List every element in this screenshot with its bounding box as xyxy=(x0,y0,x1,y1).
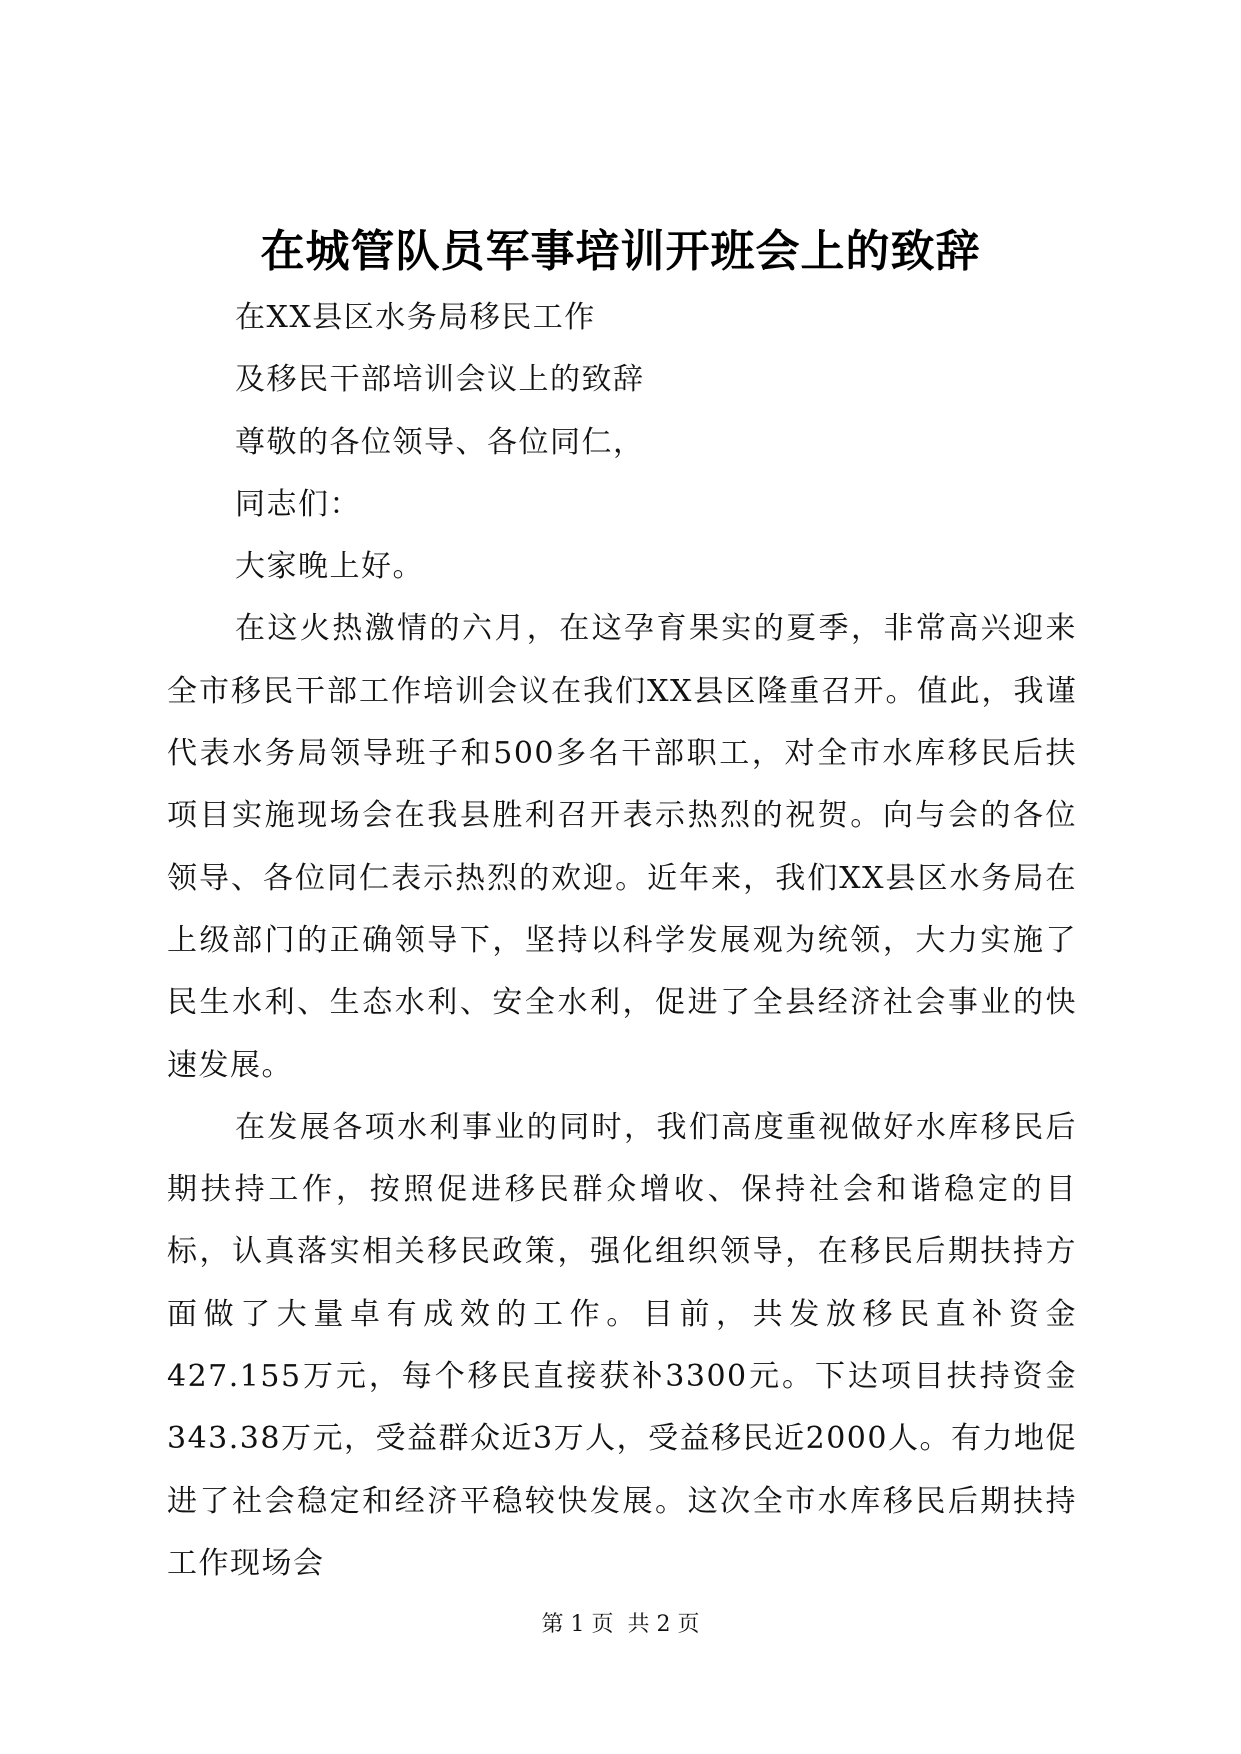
document-body xyxy=(167,287,1077,1595)
paragraph-greeting: 大家晚上好。 xyxy=(235,549,424,585)
paragraph-heading-line-1: 在XX县区水务局移民工作 xyxy=(235,300,596,335)
paragraph-body-1: 在这火热激情的六月，在这孕育果实的夏季，非常高兴迎来全市移民干部工作培训会议在我们XX县区隆重召开。值此，我谨代表水务局领导班子和500多名干部职工，对全市水库移民后扶项目实施现场会在我县胜利召开表示热烈的祝贺。向与会的各位领导、各位同仁表示热烈的欢迎。近年来，我们XX县区水务局在上级部门的正确领导下，坚持以科学发展观为统领，大力实施了民生水利、生态水利、安全水利，促进了全县经济社会事业的快速发展。 xyxy=(167,611,1077,1083)
paragraph-salutation: 尊敬的各位领导、各位同仁， xyxy=(235,424,645,460)
document-title: 在城管队员军事培训开班会上的致辞 xyxy=(260,226,981,277)
paragraph-salutation-comrades: 同志们： xyxy=(235,486,361,522)
paragraph-body-2: 在发展各项水利事业的同时，我们高度重视做好水库移民后期扶持工作，按照促进移民群众增收、保持社会和谐稳定的目标，认真落实相关移民政策，强化组织领导，在移民后期扶持方面做了大量卓有成效的工作。目前，共发放移民直补资金427.155万元，每个移民直接获补3300元。下达项目扶持资金343.38万元，受益群众近3万人，受益移民近2000人。有力地促进了社会稳定和经济平稳较快发展。这次全市水库移民后期扶持工作现场会 xyxy=(167,1109,1077,1581)
page-number-footer: 第 1 页 共 2 页 xyxy=(541,1612,700,1637)
paragraph-heading-line-2: 及移民干部培训会议上的致辞 xyxy=(235,362,645,398)
